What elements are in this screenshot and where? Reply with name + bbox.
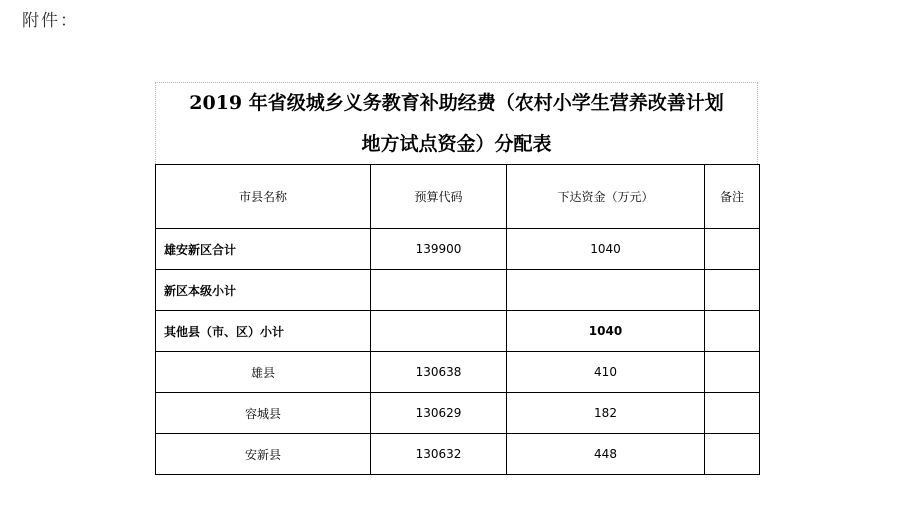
cell-county-name: 安新县 [156,434,371,475]
cell-budget-code [371,311,507,352]
table-row [156,229,760,270]
cell-allocated-funds: 1040 [507,229,705,270]
cell-remarks [705,229,760,270]
cell-budget-code: 130632 [371,434,507,475]
allocation-table [155,164,760,475]
title-line-1: 2019 年省级城乡义务教育补助经费（农村小学生营养改善计划 [189,92,724,114]
document-title [155,82,758,164]
cell-allocated-funds: 410 [507,352,705,393]
attachment-label: 附件： [22,11,79,31]
table-row [156,352,760,393]
cell-budget-code: 130629 [371,393,507,434]
table-header-row [156,165,760,229]
cell-remarks [705,434,760,475]
cell-county-name: 新区本级小计 [156,270,371,311]
cell-county-name: 雄安新区合计 [156,229,371,270]
title-line-2: 地方试点资金）分配表 [361,133,552,155]
cell-budget-code: 139900 [371,229,507,270]
cell-allocated-funds: 448 [507,434,705,475]
table-row [156,311,760,352]
cell-allocated-funds: 1040 [507,311,705,352]
column-header-county-name: 市县名称 [156,165,371,229]
cell-remarks [705,311,760,352]
table-row [156,270,760,311]
cell-county-name: 其他县（市、区）小计 [156,311,371,352]
cell-budget-code [371,270,507,311]
column-header-allocated-funds: 下达资金（万元） [507,165,705,229]
cell-remarks [705,270,760,311]
cell-remarks [705,393,760,434]
cell-allocated-funds [507,270,705,311]
column-header-remarks: 备注 [705,165,760,229]
column-header-budget-code: 预算代码 [371,165,507,229]
table-row [156,434,760,475]
cell-budget-code: 130638 [371,352,507,393]
cell-allocated-funds: 182 [507,393,705,434]
cell-remarks [705,352,760,393]
cell-county-name: 雄县 [156,352,371,393]
cell-county-name: 容城县 [156,393,371,434]
table-row [156,393,760,434]
